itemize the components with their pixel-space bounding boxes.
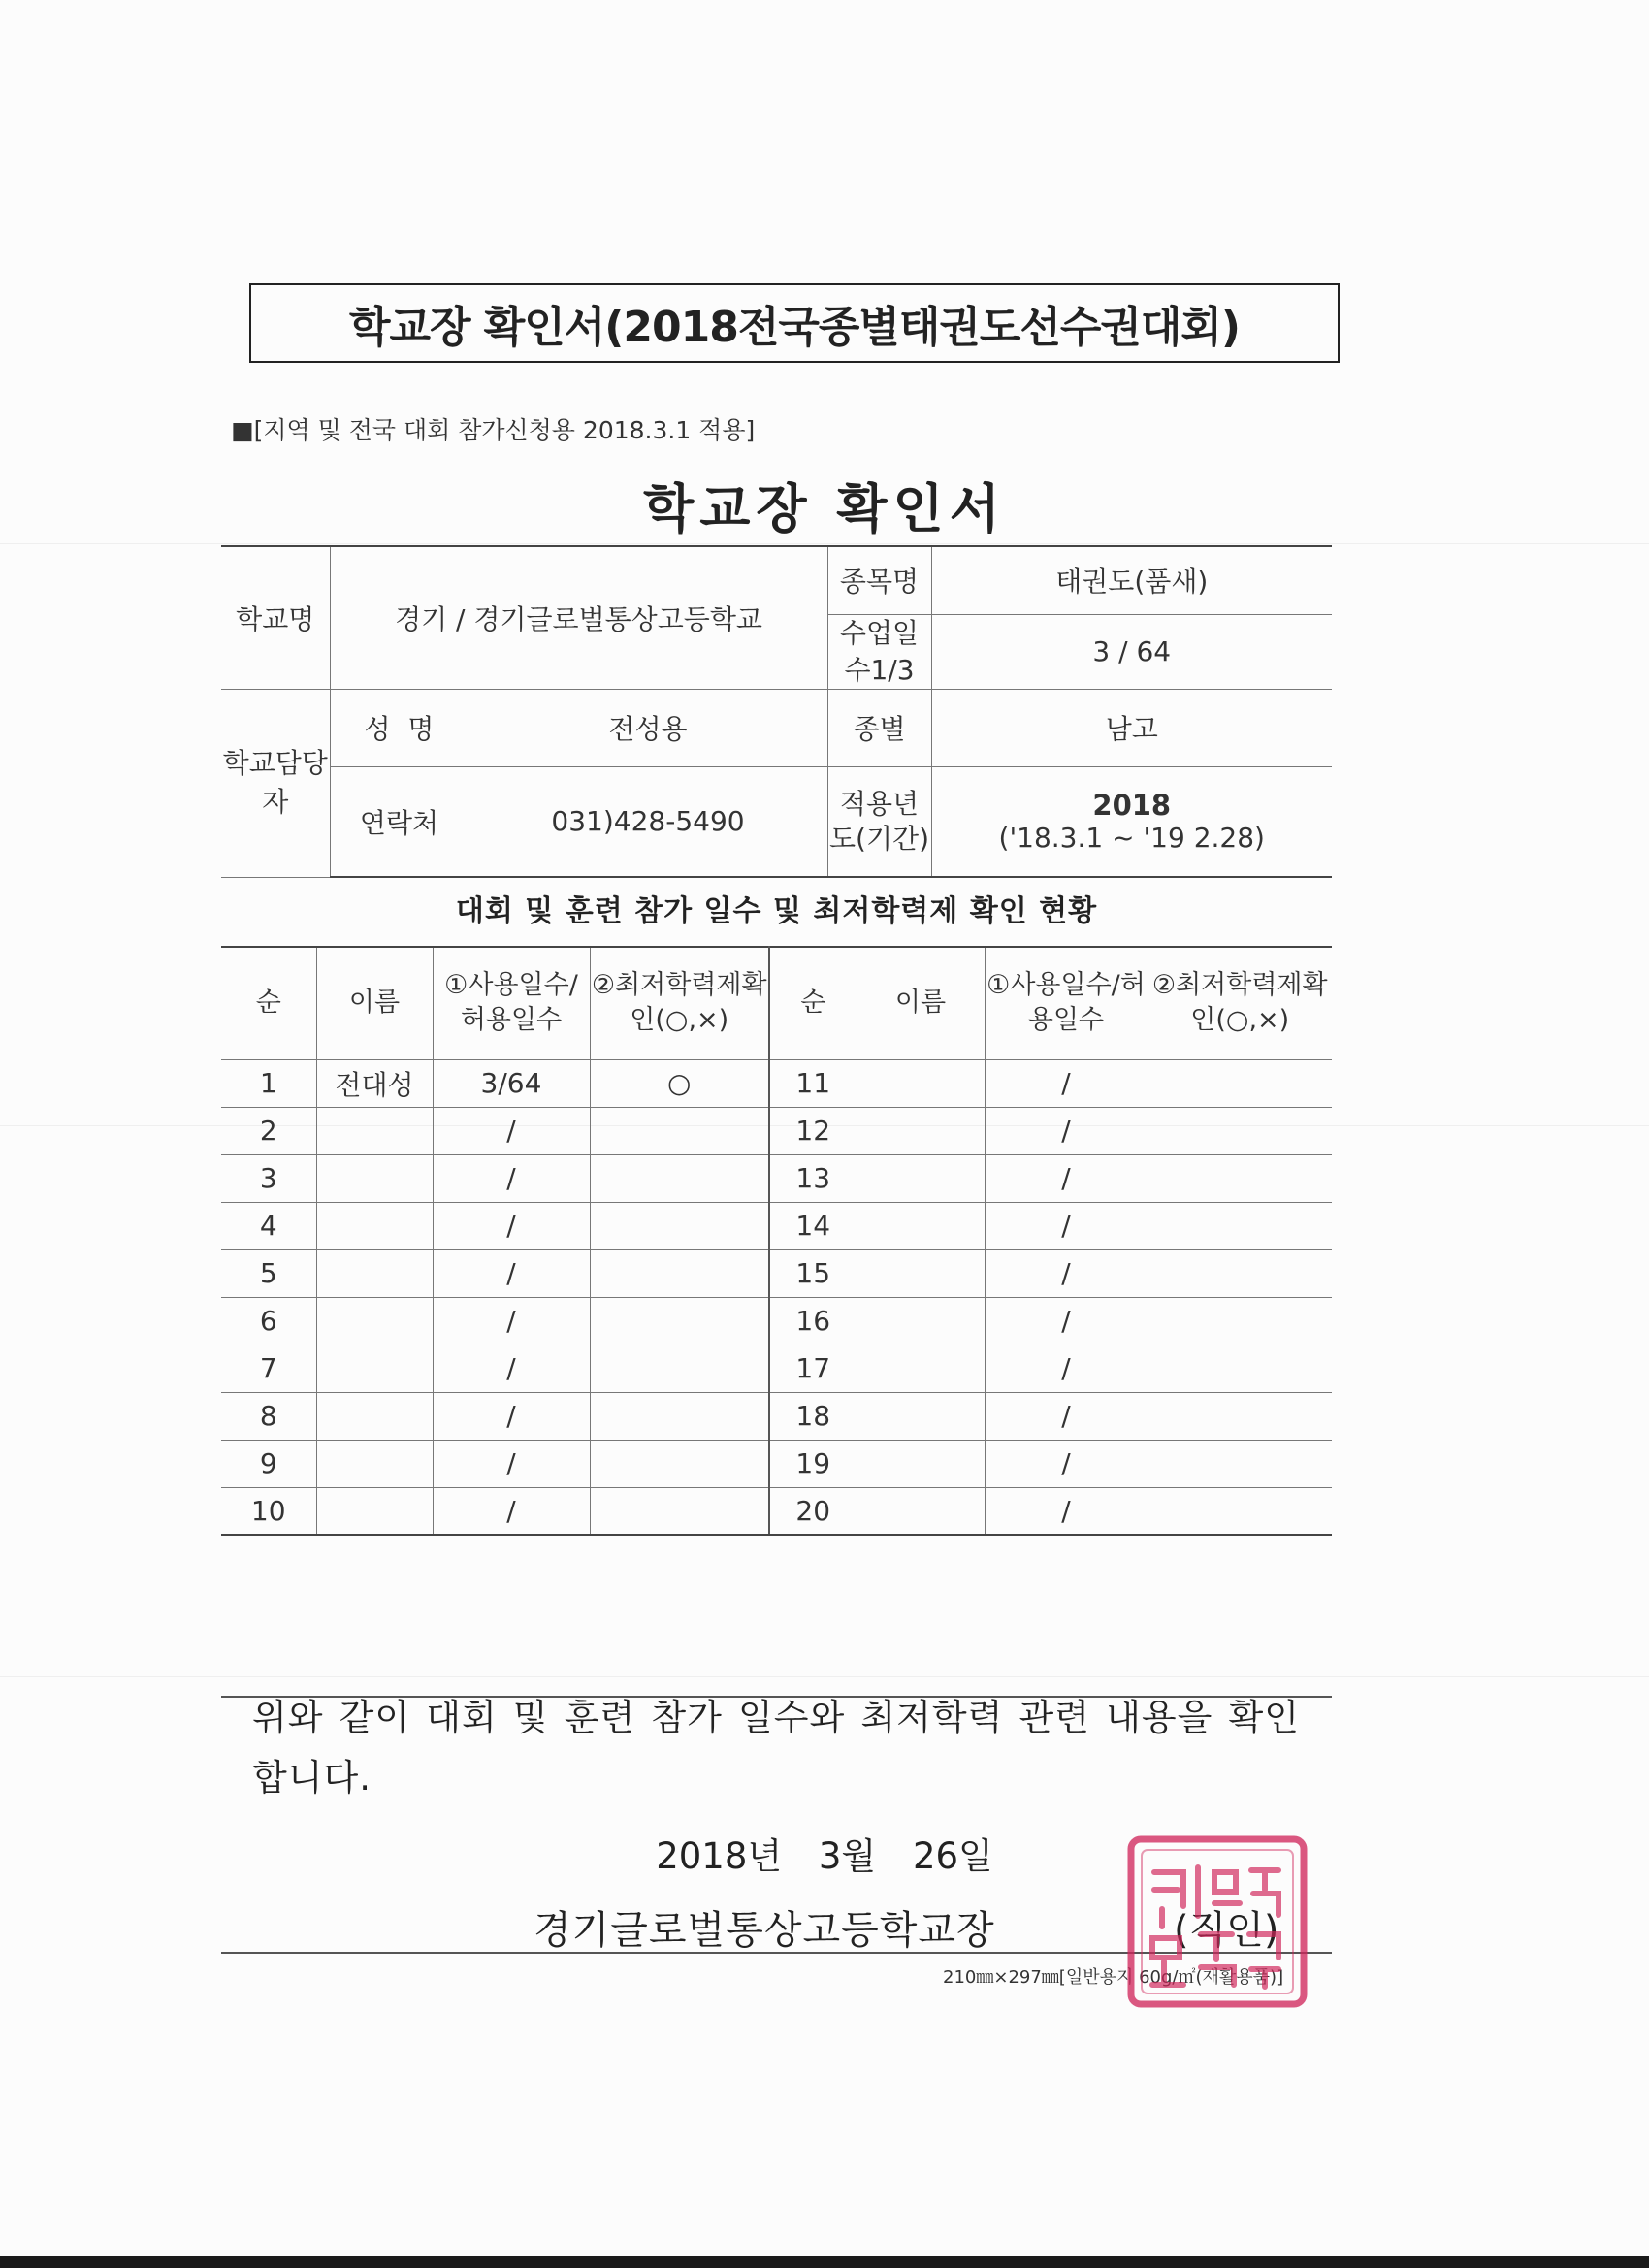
row-name: 전대성 (316, 1059, 433, 1107)
table-row (221, 1154, 1332, 1202)
contact-label: 연락처 (330, 766, 469, 877)
row-name (857, 1107, 985, 1154)
row-name (316, 1297, 433, 1345)
event-value: 태권도(품새) (931, 546, 1332, 614)
table-row (221, 1297, 1332, 1345)
row-seq: 4 (221, 1202, 316, 1249)
applicable-year-value: 2018 (1092, 789, 1172, 823)
seal-label: (직인) (1174, 1908, 1279, 1953)
row-seq: 17 (769, 1345, 857, 1392)
row-name (316, 1392, 433, 1440)
class-days-label: 수업일수1/3 (827, 614, 931, 689)
form-subheader: ■[지역 및 전국 대회 참가신청용 2018.3.1 적용] (231, 416, 756, 444)
category-label: 종별 (827, 689, 931, 766)
row-name (857, 1059, 985, 1107)
table-row (221, 1202, 1332, 1249)
row-seq: 8 (221, 1392, 316, 1440)
header-name: 이름 (316, 947, 433, 1059)
row-days: / (985, 1440, 1148, 1487)
row-seq: 20 (769, 1487, 857, 1535)
row-seq: 5 (221, 1249, 316, 1297)
header-days: ①사용일수/허용일수 (433, 947, 590, 1059)
row-name (857, 1345, 985, 1392)
school-info-table (221, 545, 1332, 878)
row-days: / (433, 1392, 590, 1440)
principal-signature: 경기글로벌통상고등학교장 (534, 1908, 995, 1953)
row-days: / (985, 1249, 1148, 1297)
row-days: / (433, 1487, 590, 1535)
row-name (857, 1440, 985, 1487)
row-days: / (985, 1107, 1148, 1154)
header-seq: 순 (769, 947, 857, 1059)
header-seq: 순 (221, 947, 316, 1059)
issue-date-month: 3월 (818, 1835, 877, 1877)
document-title: 학교장 확인서(2018전국종별태권도선수권대회) (249, 283, 1340, 363)
row-check (1148, 1154, 1332, 1202)
row-seq: 13 (769, 1154, 857, 1202)
row-name (857, 1154, 985, 1202)
applicable-year-cell (931, 766, 1332, 877)
row-check (1148, 1107, 1332, 1154)
row-seq: 2 (221, 1107, 316, 1154)
manager-name-value: 전성용 (469, 689, 827, 766)
table-row (221, 1345, 1332, 1392)
row-name (316, 1249, 433, 1297)
issue-date-year: 2018년 (656, 1835, 783, 1877)
row-name (316, 1107, 433, 1154)
row-check (590, 1249, 769, 1297)
main-title: 학교장 확인서 (643, 478, 1006, 539)
table-row (221, 1487, 1332, 1535)
category-value: 남고 (931, 689, 1332, 766)
row-seq: 19 (769, 1440, 857, 1487)
school-name-value: 경기 / 경기글로벌통상고등학교 (330, 546, 827, 689)
row-name (316, 1440, 433, 1487)
row-name (857, 1249, 985, 1297)
issue-date-day: 26일 (912, 1835, 993, 1877)
issue-date (0, 1827, 1649, 1879)
paper-crease (0, 1676, 1649, 1677)
row-seq: 11 (769, 1059, 857, 1107)
confirmation-text: 위와 같이 대회 및 훈련 참가 일수와 최저학력 관련 내용을 확인합니다. (252, 1697, 1300, 1798)
paper-spec-footnote: 210㎜×297㎜[일반용지 60g/㎡(재활용품)] (943, 1967, 1284, 1988)
class-days-value: 3 / 64 (931, 614, 1332, 689)
participation-table (221, 946, 1332, 1536)
row-days: / (433, 1440, 590, 1487)
row-days: / (433, 1107, 590, 1154)
row-name (857, 1297, 985, 1345)
row-check (1148, 1487, 1332, 1535)
row-check (590, 1107, 769, 1154)
row-name (316, 1487, 433, 1535)
row-name (857, 1202, 985, 1249)
row-check (1148, 1249, 1332, 1297)
row-seq: 16 (769, 1297, 857, 1345)
row-days: 3/64 (433, 1059, 590, 1107)
manager-label: 학교담당자 (221, 689, 330, 877)
row-check (590, 1202, 769, 1249)
row-check (590, 1440, 769, 1487)
row-seq: 9 (221, 1440, 316, 1487)
row-seq: 12 (769, 1107, 857, 1154)
row-days: / (433, 1297, 590, 1345)
table-row (221, 1059, 1332, 1107)
official-seal-stamp (1125, 1833, 1310, 2010)
row-seq: 7 (221, 1345, 316, 1392)
table-row (221, 1107, 1332, 1154)
row-seq: 10 (221, 1487, 316, 1535)
header-check: ②최저학력제확인(○,×) (1148, 947, 1332, 1059)
applicable-year-label: 적용년도(기간) (827, 766, 931, 877)
row-days: / (985, 1345, 1148, 1392)
row-seq: 3 (221, 1154, 316, 1202)
scan-border (0, 2256, 1649, 2268)
row-days: / (433, 1249, 590, 1297)
table-row (221, 1249, 1332, 1297)
row-seq: 15 (769, 1249, 857, 1297)
row-days: / (985, 1202, 1148, 1249)
table-row (221, 1440, 1332, 1487)
event-label: 종목명 (827, 546, 931, 614)
row-name (857, 1487, 985, 1535)
row-name (316, 1345, 433, 1392)
row-check (1148, 1059, 1332, 1107)
row-days: / (985, 1154, 1148, 1202)
row-seq: 6 (221, 1297, 316, 1345)
row-name (857, 1392, 985, 1440)
table-row (221, 1392, 1332, 1440)
paper-crease (0, 543, 1649, 544)
row-days: / (985, 1059, 1148, 1107)
row-check (590, 1392, 769, 1440)
row-check (1148, 1392, 1332, 1440)
row-days: / (985, 1392, 1148, 1440)
row-check (1148, 1345, 1332, 1392)
section-heading: 대회 및 훈련 참가 일수 및 최저학력제 확인 현황 (455, 894, 1098, 928)
manager-name-label: 성 명 (330, 689, 469, 766)
header-check: ②최저학력제확인(○,×) (590, 947, 769, 1059)
row-check (1148, 1297, 1332, 1345)
school-name-label: 학교명 (221, 546, 330, 689)
row-seq: 18 (769, 1392, 857, 1440)
row-seq: 14 (769, 1202, 857, 1249)
row-check (1148, 1440, 1332, 1487)
row-check: ○ (590, 1059, 769, 1107)
row-days: / (985, 1487, 1148, 1535)
header-name: 이름 (857, 947, 985, 1059)
row-check (590, 1154, 769, 1202)
row-check (590, 1487, 769, 1535)
row-days: / (433, 1154, 590, 1202)
contact-value: 031)428-5490 (469, 766, 827, 877)
row-days: / (433, 1345, 590, 1392)
row-check (1148, 1202, 1332, 1249)
row-name (316, 1154, 433, 1202)
row-days: / (433, 1202, 590, 1249)
row-seq: 1 (221, 1059, 316, 1107)
header-days: ①사용일수/허용일수 (985, 947, 1148, 1059)
applicable-year-period: ('18.3.1 ~ '19 2.28) (998, 822, 1265, 855)
row-days: / (985, 1297, 1148, 1345)
row-check (590, 1297, 769, 1345)
row-name (316, 1202, 433, 1249)
row-check (590, 1345, 769, 1392)
